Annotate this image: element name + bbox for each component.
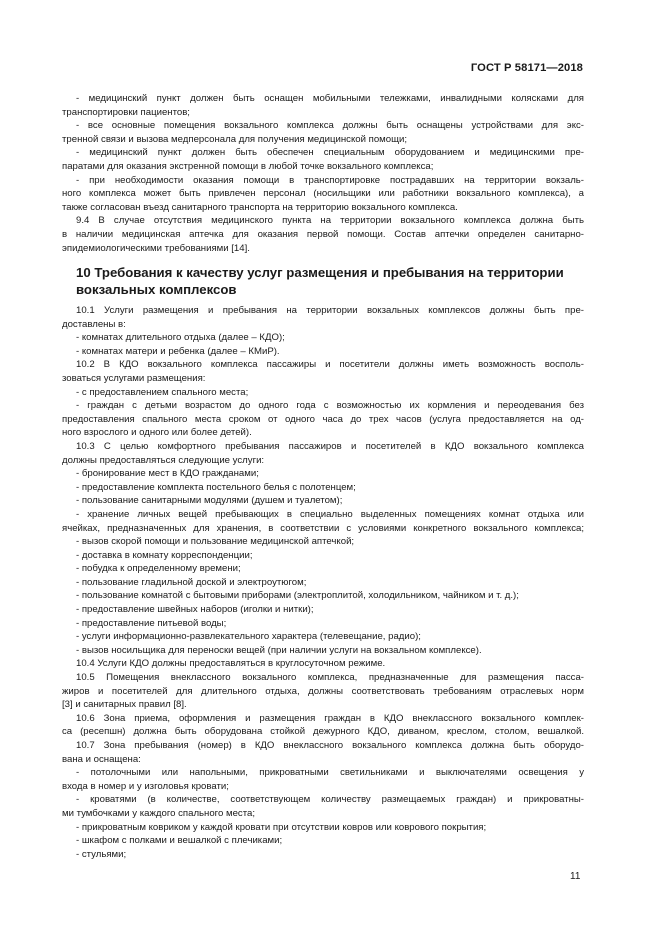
section-10-body [62, 304, 584, 861]
text-line: - вызов скорой помощи и пользование медицинской аптечкой; [76, 536, 355, 548]
text-line: - бронирование мест в КДО гражданами; [76, 468, 259, 480]
text-line: - услуги информационно-развлекательного характера (телевещание, радио); [76, 631, 421, 643]
text-line: ми тумбочками у каждого спального места; [62, 807, 255, 819]
text-line: 10.6 Зона приема, оформления и размещения граждан в КДО внеклассного вокзального комплек- [76, 712, 584, 724]
text-line: ного комплекса может быть привлечен персонал (носильщики или работники вокзального комплекса), а [62, 188, 584, 200]
page-number: 11 [570, 871, 581, 882]
text-line: са (ресепшн) должна быть оборудована стойкой дежурного КДО, диваном, креслом, столом, вешалкой. [62, 726, 584, 738]
text-line: в наличии медицинская аптечка для оказания первой помощи. Состав аптечки определен санитарно- [62, 228, 584, 240]
section-9-continuation [62, 92, 584, 255]
text-line: - медицинский пункт должен быть оснащен мобильными тележками, инвалидными колясками для [76, 93, 584, 104]
text-line: 9.4 В случае отсутствия медицинского пункта на территории вокзального комплекса должна быть [76, 215, 584, 227]
text-line: тренной связи и вызова медперсонала для получения медицинской помощи; [62, 133, 408, 145]
text-line: 10.3 С целью комфортного пребывания пассажиров и посетителей в КДО вокзального комплекса [76, 440, 584, 452]
text-line: - медицинский пункт должен быть обеспечен специальным оборудованием и медицинскими пре- [76, 147, 584, 159]
text-line: - вызов носильщика для переноски вещей (при наличии услуги на вокзальном комплексе). [76, 644, 482, 656]
text-line: зоваться услугами размещения: [62, 372, 206, 384]
text-line: доставлены в: [62, 318, 126, 330]
text-line: - пользование гладильной доской и электроутюгом; [76, 576, 307, 588]
text-line: 10.4 Услуги КДО должны предоставляться в круглосуточном режиме. [76, 658, 386, 670]
text-line: 10.5 Помещения внеклассного вокзального комплекса, предназначенные для размещения пасса- [76, 672, 584, 684]
text-line: - потолочными или напольными, прикроватными светильниками и выключателями освещения у [76, 767, 584, 779]
text-line: вана и оснащена: [62, 753, 141, 765]
text-line: - граждан с детьми возрастом до одного года с возможностью их кормления и переодевания без [76, 400, 584, 412]
text-line: - комнатах длительного отдыха (далее – КДО); [76, 332, 285, 344]
text-line: - все основные помещения вокзального комплекса должны быть оснащены устройствами для экс- [76, 120, 584, 132]
text-line: эпидемиологическими требованиями [14]. [62, 242, 250, 254]
text-line: жиров и посетителей для длительного отдыха, должны соответствовать требованиям отраслевых норм [62, 685, 584, 697]
text-line: - стульями; [76, 848, 127, 860]
text-line: также согласован въезд санитарного транспорта на территорию вокзального комплекса. [62, 201, 458, 213]
text-line: - прикроватным ковриком у каждой кровати при отсутствии ковров или коврового покрытия; [76, 821, 487, 833]
text-line: - предоставление питьевой воды; [76, 617, 227, 629]
text-line: ячейках, предназначенных для хранения, в соответствии с условиями конкретного вокзального комплекса; [62, 522, 584, 534]
text-line: 10.7 Зона пребывания (номер) в КДО внеклассного вокзального комплекса должна быть оборудо- [76, 740, 584, 751]
text-line: - пользование комнатой с бытовыми приборами (электроплитой, холодильником, чайником и т. д.); [76, 590, 519, 602]
text-line: должны предоставляться следующие услуги: [62, 454, 265, 466]
section-10-title [76, 264, 586, 298]
text-line: входа в номер и у изголовья кровати; [62, 780, 229, 792]
text-line: - доставка в комнату корреспонденции; [76, 549, 253, 561]
text-line: транспортировки пациентов; [62, 106, 190, 118]
text-line: ного взрослого и одного или более детей). [62, 427, 252, 439]
text-line: - пользование санитарными модулями (душем и туалетом); [76, 495, 343, 507]
text-line: - предоставление швейных наборов (иголки и нитки); [76, 604, 314, 616]
text-line: 10.1 Услуги размещения и пребывания на территории вокзальных комплексов должны быть пре- [76, 305, 584, 316]
text-line: - побудка к определенному времени; [76, 563, 241, 575]
text-line: - с предоставлением спального места; [76, 386, 249, 398]
section-10-title-line: вокзальных комплексов [76, 282, 237, 297]
text-line: [3] и санитарных правил [8]. [62, 699, 187, 711]
text-line: паратами для оказания экстренной помощи в любой точке вокзального комплекса; [62, 160, 434, 172]
text-line: - предоставление комплекта постельного белья с полотенцем; [76, 481, 356, 493]
standard-designation: ГОСТ Р 58171—2018 [470, 62, 583, 74]
section-10-title-line: 10 Требования к качеству услуг размещения и пребывания на территории [76, 265, 564, 280]
text-line: - при необходимости оказания помощи в транспортировке пострадавших на территории вокзаль- [76, 174, 584, 186]
text-line: - хранение личных вещей пребывающих в специально выделенных помещениях комнат отдыха или [76, 508, 584, 520]
text-line: предоставления спального места сроком от одного часа до трех часов (услуга предоставляется на од- [62, 413, 584, 425]
text-line: 10.2 В КДО вокзального комплекса пассажиры и посетители должны иметь возможность восполь- [76, 359, 584, 371]
text-line: - шкафом с полками и вешалкой с плечиками; [76, 835, 283, 847]
text-line: - кроватями (в количестве, соответствующем количеству размещаемых граждан) и прикроватны- [76, 794, 584, 806]
text-line: - комнатах матери и ребенка (далее – КМиР). [76, 345, 280, 357]
